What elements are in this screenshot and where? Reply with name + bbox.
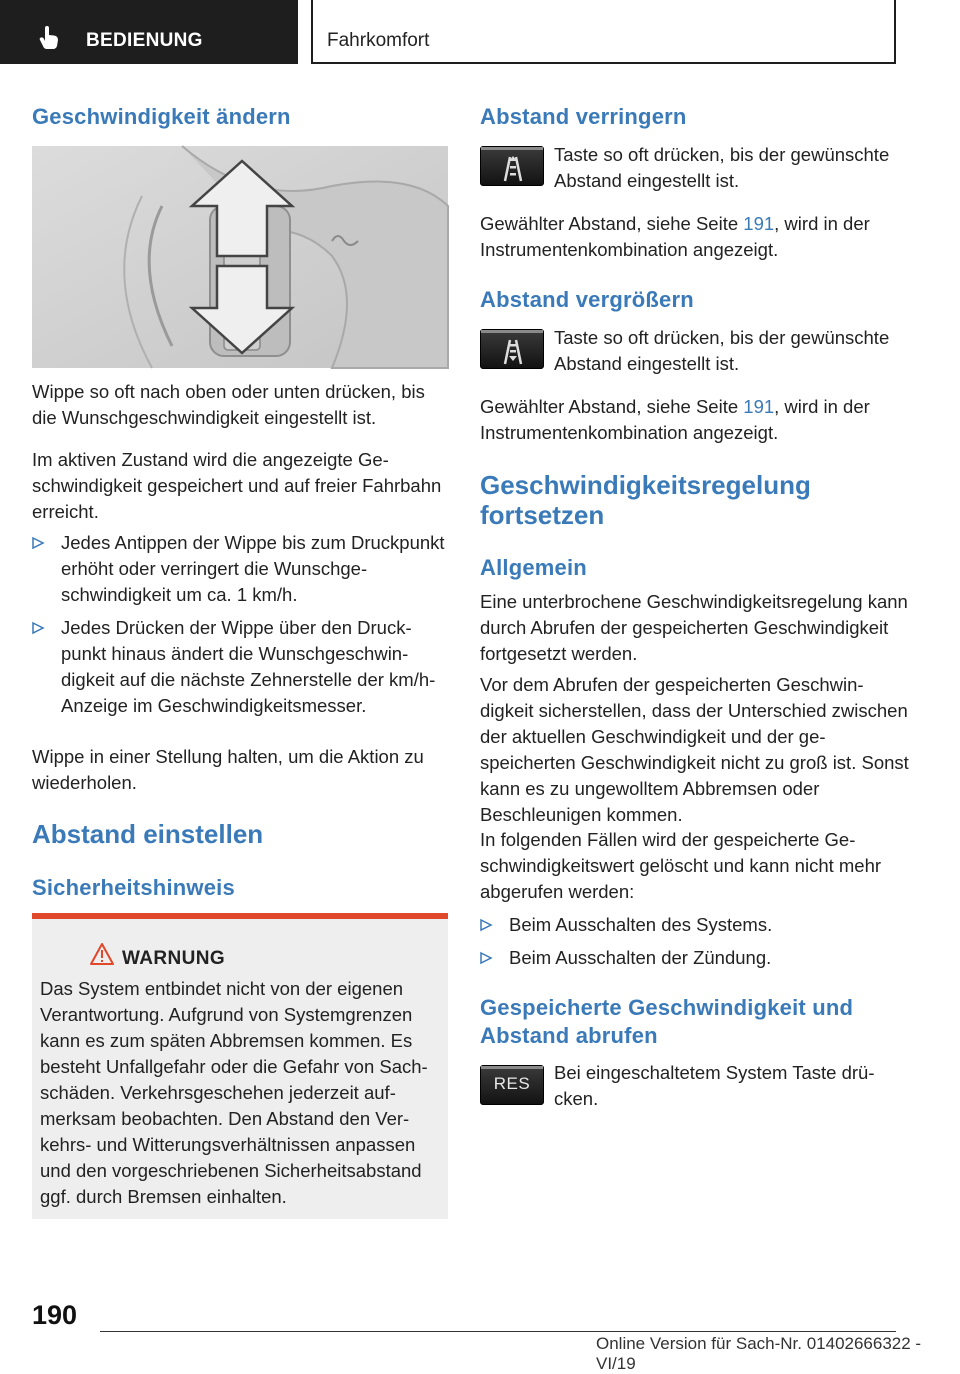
distance-reduce-button-image [480, 146, 544, 186]
list-item [480, 945, 910, 971]
hand-pointer-icon [38, 26, 60, 55]
triangle-bullet-icon [480, 952, 492, 964]
paragraph: Vor dem Abrufen der gespeicherten Geschwindigkeit sicherstellen, dass der Unterschied zwischen der aktuellen Geschwindigkeit und der gespeicherten Geschwindigkeit nicht zu groß ist. Sonst kann es zu ungewolltem Abbremsen oder Beschleunigen kommen. [480, 674, 909, 825]
list-item-text: Beim Ausschalten des Systems. [509, 914, 773, 935]
list-item [32, 615, 448, 719]
chapter-header [311, 0, 896, 64]
paragraph: Taste so oft drücken, bis der gewünschte Abstand eingestellt ist. [554, 327, 890, 374]
triangle-bullet-icon [32, 622, 44, 634]
paragraph: Eine unterbrochene Geschwindigkeitsregelung kann durch Abrufen der gespeicherten Geschwindigkeit fortgesetzt werden. [480, 591, 908, 664]
bullet-list [32, 530, 448, 726]
page-link[interactable]: 191 [743, 396, 775, 417]
heading-reduce-distance: Abstand verringern [480, 104, 687, 129]
warning-title: WARNUNG [122, 948, 226, 969]
warning-box [32, 913, 448, 1219]
list-item-text: Beim Ausschalten der Zündung. [509, 947, 772, 968]
heading-increase-distance: Abstand vergrößern [480, 287, 694, 312]
warning-triangle-icon [90, 943, 114, 970]
warning-body: Das System entbindet nicht von der eigenen Verantwortung. Aufgrund von Systemgrenzen kann es zum späten Abbremsen kommen. Es besteht Unfallgefahr oder die Gefahr von Sachschäden. Verkehrsgeschehen jederzeit aufmerksam beobachten. Den Abstand den Verkehrs- und Witterungsverhältnissen anpassen und den vorgeschriebenen Sicherheitsabstand ggf. durch Bremsen einhalten. [40, 978, 428, 1207]
page-number: 190 [32, 1300, 78, 1330]
distance-reduce-icon [481, 147, 545, 187]
distance-increase-button-image [480, 329, 544, 369]
distance-increase-icon [481, 330, 545, 370]
paragraph: Gewählter Abstand, siehe Seite 191, wird in der Instrumentenkombination angezeigt. [480, 396, 870, 443]
heading-speed: Geschwindigkeit ändern [32, 104, 291, 129]
steering-wheel-figure [32, 146, 448, 368]
list-item [480, 912, 910, 938]
paragraph: Wippe so oft nach oben oder unten drücken, bis die Wunschgeschwindigkeit eingestellt ist. [32, 381, 425, 428]
list-item-text: Jedes Antippen der Wippe bis zum Druckpunkt erhöht oder verringert die Wunschgeschwindigkeit um ca. 1 km/h. [61, 532, 445, 605]
triangle-bullet-icon [32, 537, 44, 549]
paragraph: Im aktiven Zustand wird die angezeigte Geschwindigkeit gespeichert und auf freier Fahrbahn erreicht. [32, 449, 442, 522]
list-item [32, 530, 448, 608]
page-link[interactable]: 191 [743, 213, 775, 234]
list-item-text: Jedes Drücken der Wippe über den Druckpunkt hinaus ändert die Wunschgeschwindigkeit auf die nächste Zehnerstelle der km/h-Anzeige im Geschwindigkeitsmesser. [61, 617, 436, 716]
paragraph: Taste so oft drücken, bis der gewünschte Abstand eingestellt ist. [554, 144, 890, 191]
footer-divider [100, 1331, 896, 1332]
res-label: RES [493, 1074, 531, 1093]
triangle-bullet-icon [480, 919, 492, 931]
heading-safety: Sicherheitshinweis [32, 875, 235, 900]
heading-continue: Geschwindigkeitsregelung fortsetzen [480, 470, 811, 530]
bullet-list [480, 912, 910, 978]
section-label: BEDIENUNG [86, 30, 203, 51]
footer-version: Online Version für Sach-Nr. 01402666322 - VI/19 [596, 1334, 922, 1373]
chapter-title: Fahrkomfort [327, 30, 430, 51]
paragraph: Wippe in einer Stellung halten, um die Aktion zu wiederholen. [32, 746, 424, 793]
heading-recall: Gespeicherte Geschwindigkeit und Abstand abrufen [480, 995, 854, 1048]
section-tab [0, 0, 298, 64]
res-button-image [480, 1065, 544, 1105]
paragraph: In folgenden Fällen wird der gespeicherte Geschwindigkeitswert gelöscht und kann nicht mehr abgerufen werden: [480, 829, 882, 902]
paragraph: Bei eingeschaltetem System Taste drücken. [554, 1062, 875, 1109]
paragraph: Gewählter Abstand, siehe Seite 191, wird in der Instrumentenkombination angezeigt. [480, 213, 870, 260]
heading-distance: Abstand einstellen [32, 819, 264, 849]
heading-general: Allgemein [480, 555, 587, 580]
